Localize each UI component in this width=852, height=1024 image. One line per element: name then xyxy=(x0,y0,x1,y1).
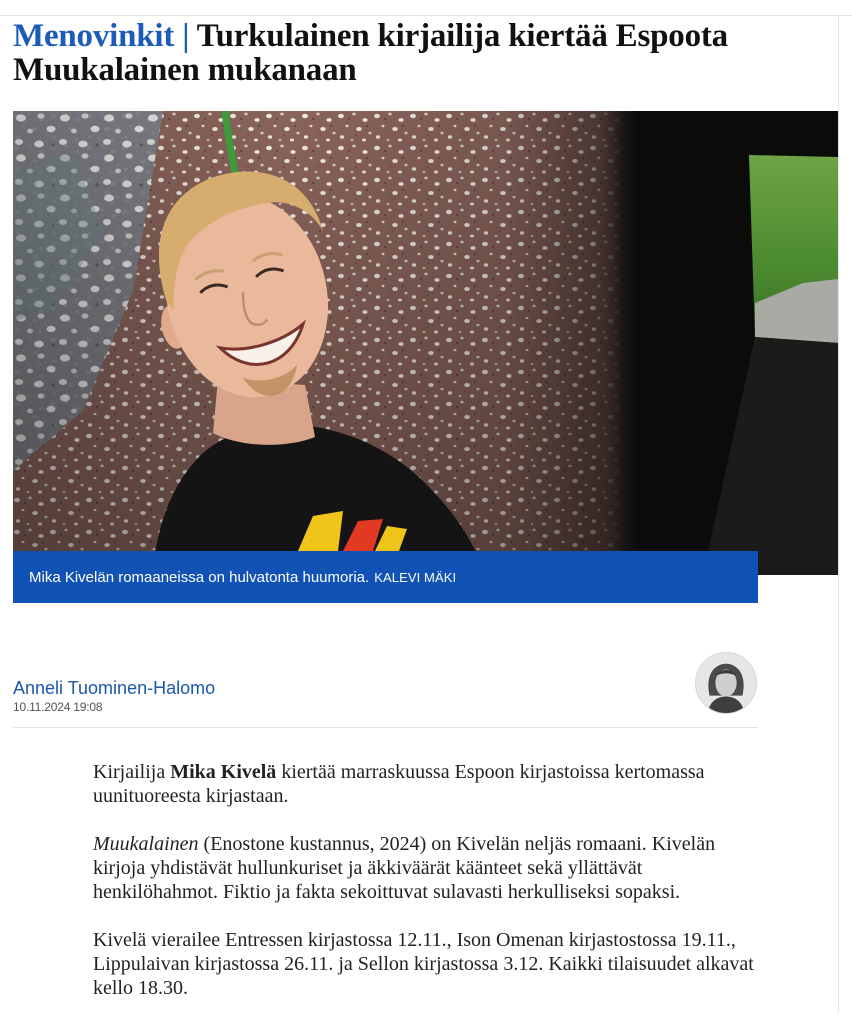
article-title: Turkulainen kirjailija kiertää Espoota Muukalainen mukanaan xyxy=(13,18,728,88)
author-avatar-image xyxy=(696,653,756,713)
caption-text: Mika Kivelän romaaneissa on hulvatonta huumoria. xyxy=(29,568,370,586)
top-border xyxy=(0,15,852,16)
article-body xyxy=(93,760,763,1024)
article-photo[interactable] xyxy=(13,111,838,575)
photo-caption xyxy=(13,551,758,603)
column-border xyxy=(838,15,839,1013)
article-headline xyxy=(13,19,835,87)
book-title: Muukalainen xyxy=(93,833,199,855)
author-avatar[interactable] xyxy=(695,652,757,714)
author-name-bold: Mika Kivelä xyxy=(170,761,277,783)
text-run: Kivelä vierailee Entressen kirjastossa 12.11., Ison Omenan kirjastostossa 19.11., Lippulaivan kirjastossa 26.11. ja Sellon kirjastossa 3.12. Kaikki tilaisuudet alkavat kello 18.30. xyxy=(93,929,754,999)
publish-timestamp: 10.11.2024 19:08 xyxy=(13,700,103,714)
body-paragraph xyxy=(93,928,763,1000)
byline-divider xyxy=(13,727,758,728)
body-paragraph xyxy=(93,832,763,904)
author-portrait-image xyxy=(13,111,838,575)
body-paragraph xyxy=(93,760,763,808)
section-kicker[interactable]: Menovinkit xyxy=(13,18,175,54)
kicker-separator: | xyxy=(182,18,190,54)
text-run: (Enostone kustannus, 2024) on Kivelän neljäs romaani. Kivelän kirjoja yhdistävät hullunkuriset ja äkkiväärät käänteet sekä yllättävät henkilöhahmot. Fiktio ja fakta sekoittuvat sulavasti herkulliseksi sopaksi. xyxy=(93,833,716,903)
author-name-link[interactable]: Anneli Tuominen-Halomo xyxy=(13,678,216,698)
photo-credit: KALEVI MÄKI xyxy=(374,569,457,585)
text-run: Kirjailija xyxy=(93,761,171,783)
text-run: kiertää marraskuussa Espoon kirjastoissa kertomassa uunituoreesta kirjastaan. xyxy=(93,761,705,807)
